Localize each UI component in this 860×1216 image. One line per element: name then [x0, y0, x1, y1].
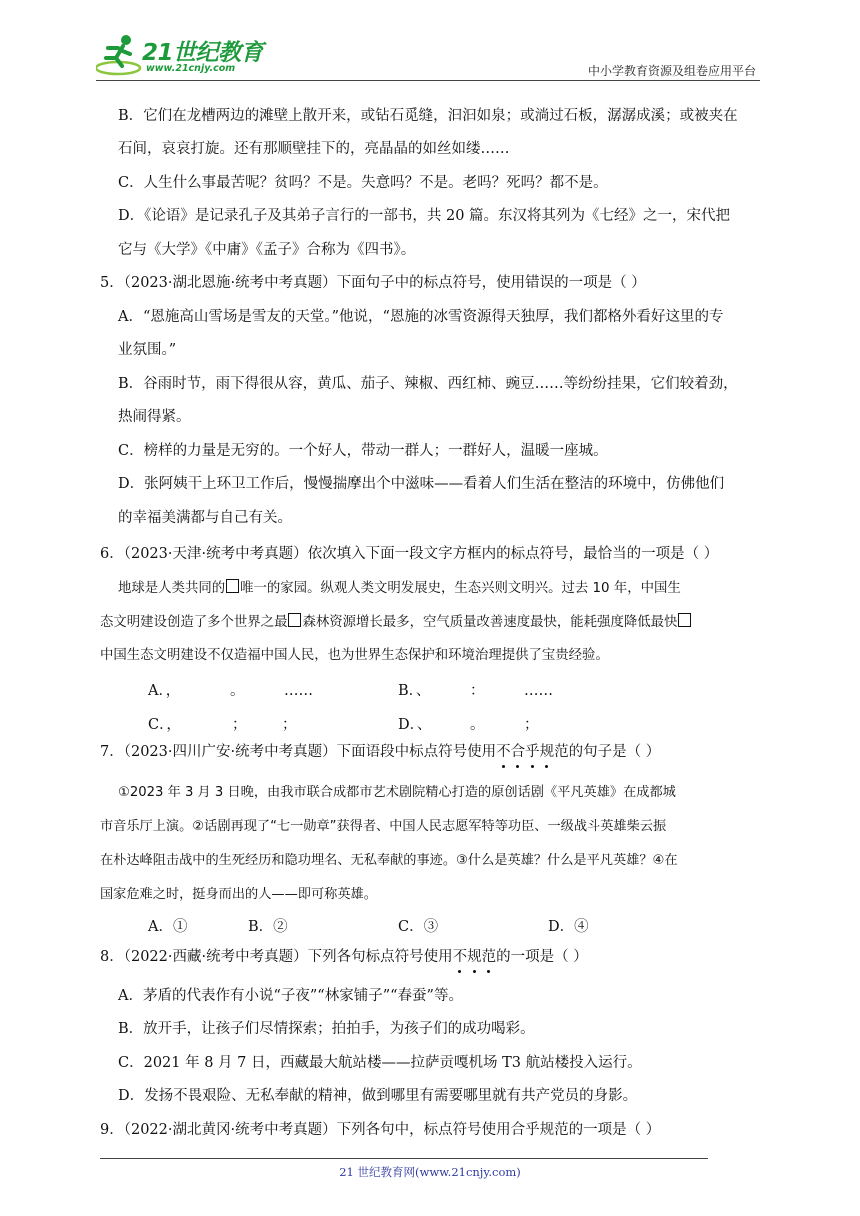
- emphasis-char: 乎: [525, 744, 540, 760]
- q6-option-a: [148, 682, 313, 700]
- option-mark: 。: [230, 683, 245, 699]
- q5-option-a-line2: 业氛围。”: [118, 342, 177, 358]
- stem-text: 范的句子是（ ）: [554, 744, 661, 760]
- emphasis-char: 规: [467, 949, 482, 965]
- q9-stem: 9．（2022·湖北黄冈·统考中考真题）下列各句中，标点符号使用合乎规范的一项是（ ）: [100, 1122, 661, 1138]
- q5-option-c: C．榜样的力量是无穷的。一个好人，带动一群人；一群好人，温暖一座城。: [118, 443, 608, 459]
- q5-option-a-line1: A．“恩施高山雪场是雪友的天堂。”他说，“恩施的冰雪资源得天独厚，我们都格外看好这里的专: [118, 309, 724, 325]
- q6-passage-line2: [100, 613, 692, 632]
- q8-option-c: C．2021 年 8 月 7 日，西藏最大航站楼——拉萨贡嘎机场 T3 航站楼投入运行。: [118, 1055, 642, 1071]
- blank-box: [288, 613, 301, 627]
- stem-text: 8．（2022·西藏·统考中考真题）下列各句标点符号使用: [100, 949, 453, 965]
- passage-text: 态文明建设创造了多个世界之最: [100, 615, 288, 630]
- q7-option-d: D．④: [548, 919, 589, 935]
- q4-option-d-line2: 它与《大学》《中庸》《孟子》合称为《四书》。: [118, 242, 416, 258]
- q5-option-d-line2: 的幸福美满都与自己有关。: [118, 510, 292, 526]
- emphasis-char: 范: [481, 949, 497, 965]
- footer-link[interactable]: 21 世纪教育网(www.21cnjy.com): [339, 1165, 521, 1179]
- passage-text: 森林资源增长最多，空气质量改善速度最快，能耗强度降低最快: [302, 615, 678, 630]
- q6-passage-line1: [118, 579, 681, 598]
- q4-option-c: C．人生什么事最苦呢？贫吗？不是。失意吗？不是。老吗？死吗？都不是。: [118, 175, 608, 191]
- q5-stem: 5．（2023·湖北恩施·统考中考真题）下面句子中的标点符号，使用错误的一项是（ ）: [100, 275, 646, 291]
- q7-passage-line3: 在朴达峰阻击战中的生死经历和隐功埋名、无私奉献的事迹。③什么是英雄？什么是平凡英雄？④在: [100, 853, 678, 868]
- q8-option-a: A．茅盾的代表作有小说“子夜”“林家铺子”“春蚕”等。: [118, 988, 463, 1004]
- q6-stem: 6．（2023·天津·统考中考真题）依次填入下面一段文字方框内的标点符号，最恰当的一项是（ ）: [100, 546, 719, 562]
- q6-option-b: [398, 682, 553, 700]
- option-mark: ……: [284, 683, 313, 699]
- q5-option-d-line1: D．张阿姨干上环卫工作后，慢慢揣摩出个中滋味——看着人们生活在整洁的环境中，仿佛他们: [118, 476, 725, 492]
- footer-divider: [100, 1158, 708, 1159]
- option-mark: ；: [282, 717, 297, 733]
- emphasis-char: 合: [510, 744, 526, 760]
- q7-passage-line4: 国家危难之时，挺身而出的人——即可称英雄。: [100, 887, 377, 902]
- q8-option-d: D．发扬不畏艰险、无私奉献的精神，做到哪里有需要哪里就有共产党员的身影。: [118, 1088, 638, 1104]
- option-mark: ……: [524, 683, 553, 699]
- passage-text: 地球是人类共同的: [118, 581, 226, 596]
- platform-name: 中小学教育资源及组卷应用平台: [587, 64, 756, 78]
- q7-option-c: C．③: [398, 919, 439, 935]
- blank-box: [226, 579, 239, 593]
- running-figure-icon: [96, 34, 144, 78]
- option-mark: ；: [524, 717, 539, 733]
- header-divider: [96, 80, 760, 81]
- blank-box: [678, 613, 691, 627]
- option-letter: C．，: [148, 717, 181, 733]
- option-letter: B．、: [398, 683, 431, 699]
- emphasis-char: 规: [539, 744, 555, 760]
- option-mark: ：: [470, 683, 485, 699]
- passage-text: 唯一的家园。纵观人类文明发展史，生态兴则文明兴。过去 10 年，中国生: [240, 581, 681, 596]
- site-logo[interactable]: [96, 34, 266, 78]
- q6-passage-line3: 中国生态文明建设不仅造福中国人民，也为世界生态保护和环境治理提供了宝贵经验。: [100, 648, 609, 663]
- logo-url: www.21cnjy.com: [146, 63, 236, 74]
- option-mark: ；: [232, 717, 247, 733]
- q7-option-a: A．①: [148, 919, 188, 935]
- q5-option-b-line2: 热闹得紧。: [118, 409, 191, 425]
- q7-stem: [100, 743, 660, 761]
- option-mark: 。: [470, 717, 485, 733]
- option-letter: A．，: [148, 683, 181, 699]
- q6-option-d: [398, 716, 539, 734]
- logo-text: 21世纪教育: [142, 40, 264, 66]
- q5-option-b-line1: B．谷雨时节，雨下得很从容，黄瓜、茄子、辣椒、西红柿、豌豆……等纷纷挂果，它们较着劲，: [118, 376, 738, 392]
- q6-option-c: [148, 716, 297, 734]
- q4-option-b-line1: B．它们在龙槽两边的滩壁上散开来，或钻石觅缝，汩汩如泉；或淌过石板，潺潺成溪；或被夹在: [118, 108, 738, 124]
- q7-option-b: B．②: [248, 919, 288, 935]
- q7-passage-line1: ①2023 年 3 月 3 日晚，由我市联合成都市艺术剧院精心打造的原创话剧《平凡英雄》在成都城: [118, 785, 676, 800]
- stem-text: 7．（2023·四川广安·统考中考真题）下面语段中标点符号使用: [100, 744, 497, 760]
- emphasis-char: 不: [496, 744, 511, 760]
- q4-option-d-line1: D．《论语》是记录孔子及其弟子言行的一部书，共 20 篇。东汉将其列为《七经》之一，宋代把: [118, 208, 731, 224]
- option-letter: D．、: [398, 717, 432, 733]
- q4-option-b-line2: 石间，哀哀打旋。还有那顺壁挂下的，亮晶晶的如丝如缕……: [118, 141, 510, 157]
- q8-stem: [100, 948, 588, 966]
- q7-passage-line2: 市音乐厅上演。②话剧再现了“七一勋章”获得者、中国人民志愿军特等功臣、一级战斗英雄柴云振: [100, 819, 667, 834]
- emphasis-char: 不: [452, 949, 468, 965]
- q8-option-b: B．放开手，让孩子们尽情探索；拍拍手，为孩子们的成功喝彩。: [118, 1021, 535, 1037]
- stem-text: 的一项是（ ）: [496, 949, 588, 965]
